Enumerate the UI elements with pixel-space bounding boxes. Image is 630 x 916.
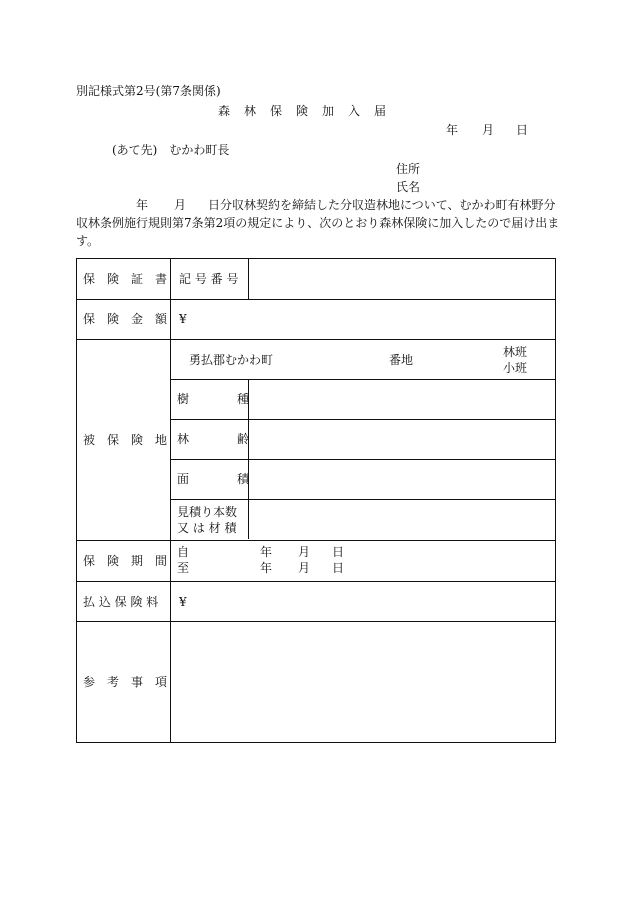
insured-amount-yen: ¥ bbox=[179, 312, 187, 326]
insurance-form-table bbox=[76, 258, 556, 743]
tree-species-label: 樹 種 bbox=[177, 392, 250, 406]
body-line-1: 日分収林契約を締結した分収造林地について、むかわ町有林野分 bbox=[208, 198, 556, 212]
row-rule bbox=[77, 299, 555, 300]
date-day-label: 日 bbox=[516, 123, 529, 137]
remarks-field[interactable] bbox=[177, 627, 549, 735]
estimate-field[interactable] bbox=[255, 505, 549, 533]
insured-amount-field[interactable] bbox=[195, 305, 549, 333]
row-rule bbox=[170, 459, 555, 460]
symbol-number-field[interactable] bbox=[255, 267, 549, 293]
body-year-label: 年 bbox=[136, 198, 149, 212]
document-title: 森 林 保 険 加 入 届 bbox=[218, 104, 388, 118]
tree-species-field[interactable] bbox=[255, 385, 549, 413]
certificate-sub-divider bbox=[248, 259, 249, 299]
period-from-year: 年 bbox=[260, 545, 273, 559]
period-to-day: 日 bbox=[332, 561, 345, 575]
date-year-label: 年 bbox=[446, 123, 459, 137]
body-line-3: す。 bbox=[76, 234, 100, 248]
forest-age-label: 林 齢 bbox=[177, 432, 250, 446]
forest-age-field[interactable] bbox=[255, 425, 549, 453]
body-month-label: 月 bbox=[174, 198, 187, 212]
row-rule bbox=[77, 581, 555, 582]
estimate-label-line-1: 見積り本数 bbox=[177, 505, 238, 519]
insured-amount-label: 保 険 金 額 bbox=[83, 312, 168, 326]
certificate-label: 保 険 証 書 bbox=[83, 272, 168, 286]
premium-yen: ¥ bbox=[179, 595, 187, 609]
period-from-month: 月 bbox=[298, 545, 311, 559]
form-number: 別記様式第2号(第7条関係) bbox=[76, 84, 221, 98]
location-lot-label: 番地 bbox=[389, 353, 414, 367]
premium-field[interactable] bbox=[195, 588, 549, 616]
row-rule bbox=[77, 621, 555, 622]
row-rule bbox=[77, 540, 555, 541]
insurance-period-label: 保 険 期 間 bbox=[83, 554, 168, 568]
name-label: 氏名 bbox=[396, 180, 421, 194]
area-field[interactable] bbox=[255, 465, 549, 493]
period-to-label: 至 bbox=[177, 561, 190, 575]
location-forest-group-label: 林班 bbox=[503, 345, 528, 359]
estimate-label-line-2: 又 は 材 積 bbox=[177, 521, 237, 535]
symbol-number-label: 記 号 番 号 bbox=[179, 272, 239, 286]
period-from-label: 自 bbox=[177, 545, 190, 559]
area-label: 面 積 bbox=[177, 472, 250, 486]
label-column-divider bbox=[170, 259, 171, 742]
row-rule bbox=[170, 379, 555, 380]
remarks-label: 参 考 事 項 bbox=[83, 675, 168, 689]
row-rule bbox=[170, 419, 555, 420]
body-line-2: 収林条例施行規則第7条第2項の規定により、次のとおり森林保険に加入したので届け出ま bbox=[76, 216, 560, 230]
location-town: 勇払郡むかわ町 bbox=[189, 353, 274, 367]
period-to-month: 月 bbox=[298, 561, 311, 575]
period-from-day: 日 bbox=[332, 545, 345, 559]
premium-label: 払 込 保 険 料 bbox=[83, 595, 159, 609]
row-rule bbox=[77, 339, 555, 340]
row-rule bbox=[170, 499, 555, 500]
addressee: (あて先) むかわ町長 bbox=[112, 143, 230, 157]
location-subgroup-label: 小班 bbox=[503, 361, 528, 375]
insured-land-label: 被 保 険 地 bbox=[83, 433, 168, 447]
date-month-label: 月 bbox=[482, 123, 495, 137]
period-to-year: 年 bbox=[260, 561, 273, 575]
address-label: 住所 bbox=[396, 162, 421, 176]
